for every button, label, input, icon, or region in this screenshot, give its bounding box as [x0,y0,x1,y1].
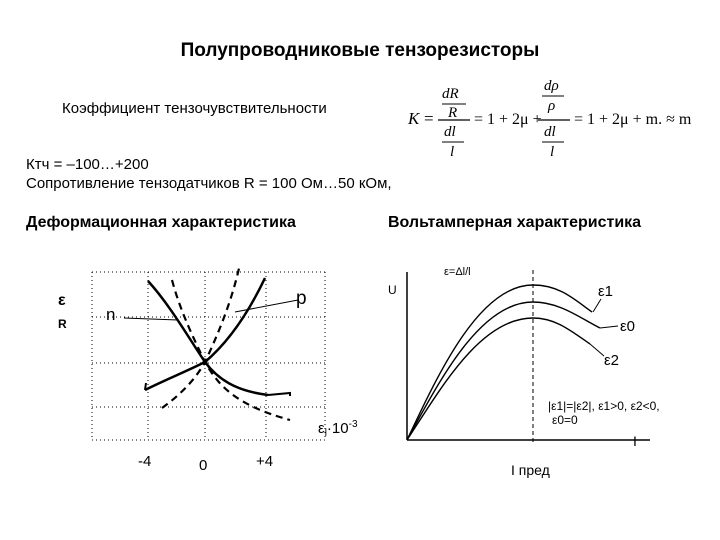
y-label-epsilon: ε [58,292,66,309]
formula-frac2-den-sub: l [550,144,555,160]
solid-curve-p [148,281,268,395]
ktch-range: Ктч = –100…+200 [26,156,149,173]
label-eps2: ε2 [604,352,620,369]
resistance-range: Сопротивление тензодатчиков R = 100 Ом…50 кОм, [26,175,392,192]
i-axis-label: I [633,433,637,449]
condition-line-1: |ε1|=|ε2|, ε1>0, ε2<0, [548,399,660,413]
formula-expr2: = 1 + 2μ + m. ≈ m [574,111,692,128]
formula-frac1-num: dR [442,86,459,102]
formula-lhs: K [408,109,420,128]
svg-text:=: = [424,109,434,128]
condition-line-2: ε0=0 [552,413,578,427]
coefficient-label: Коэффициент тензочувствительности [62,100,327,117]
formula-frac2-num: dρ [544,78,559,94]
u-axis-label: U [388,283,397,297]
page-title: Полупроводниковые тензорезисторы [180,40,540,61]
volt-ampere-heading: Вольтамперная характеристика [388,214,642,231]
epsilon-definition: ε=Δl/l [444,266,471,278]
tick-minus4: -4 [138,453,152,470]
curve-n-label: n [106,305,116,324]
volt-ampere-diagram [380,255,720,495]
formula-frac2-num-sub: ρ [548,98,556,114]
tensosensitivity-formula [400,72,700,167]
grid [92,272,325,440]
deformation-diagram [0,240,380,480]
tick-zero: 0 [199,457,208,474]
dashed-curve-1 [172,280,290,420]
deformation-heading: Деформационная характеристика [26,214,296,231]
solid-curve-n [145,278,265,390]
formula-expr1: = 1 + 2μ + [474,111,542,128]
y-label-r: R [58,317,67,331]
label-eps0: ε0 [620,318,636,335]
formula-frac2-den: dl [544,124,556,140]
i-pred-label: I пред [511,462,550,478]
x-axis-label: $\varepsilon_l\cdot 10^{-3}$ [318,419,358,439]
label-eps1: ε1 [598,283,614,300]
formula-frac1-den-sub: l [450,144,455,160]
formula-frac1-den: dl [444,124,456,140]
curve-p-label: p [296,288,307,309]
tick-plus4: +4 [256,453,274,470]
formula-frac1-num-sub: R [448,105,458,121]
